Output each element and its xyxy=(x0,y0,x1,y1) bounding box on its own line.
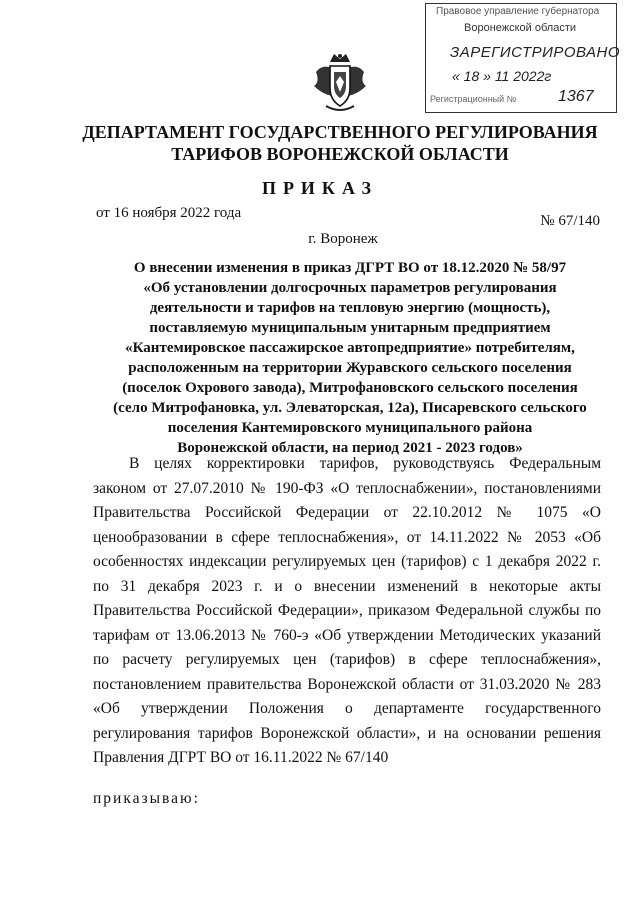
subject-line: «Кантемировское пассажирское автопредприятие» потребителям, xyxy=(125,340,575,356)
order-date: от 16 ноября 2022 года xyxy=(96,205,242,221)
order-number: № 67/140 xyxy=(540,213,600,229)
subject-line: поставляемую муниципальным унитарным предприятием xyxy=(149,320,551,336)
order-city: г. Воронеж xyxy=(308,231,378,247)
order-subject xyxy=(100,258,600,458)
registration-stamp xyxy=(425,3,621,113)
subject-line: О внесении изменения в приказ ДГРТ ВО от 18.12.2020 № 58/97 xyxy=(133,260,567,276)
stamp-registered: ЗАРЕГИСТРИРОВАНО xyxy=(450,44,621,61)
subject-line: расположенным на территории Журавского сельского поселения xyxy=(128,360,572,376)
stamp-reg-label: Регистрационный № xyxy=(430,94,517,104)
department-name-line-2: ТАРИФОВ ВОРОНЕЖСКОЙ ОБЛАСТИ xyxy=(171,144,509,164)
stamp-reg-number: 1367 xyxy=(558,88,594,105)
subject-line: поселения Кантемировского муниципального района xyxy=(167,420,533,436)
subject-line: деятельности и тарифов на тепловую энергию (мощность), xyxy=(149,300,551,316)
stamp-line-2: Воронежской области xyxy=(464,22,577,34)
department-name-line-1: ДЕПАРТАМЕНТ ГОСУДАРСТВЕННОГО РЕГУЛИРОВАНИЯ xyxy=(82,122,598,142)
subject-line: (село Митрофановка, ул. Элеваторская, 12а), Писаревского сельского xyxy=(113,400,587,416)
order-resolution-word: приказываю: xyxy=(93,790,200,807)
subject-line: (поселок Охрового завода), Митрофановского сельского поселения xyxy=(122,380,578,396)
order-title: ПРИКАЗ xyxy=(261,178,379,198)
subject-line: «Об установлении долгосрочных параметров регулирования xyxy=(143,280,557,296)
subject-line: Воронежской области, на период 2021 - 2023 годов» xyxy=(177,440,523,456)
stamp-date: « 18 » 11 2022г xyxy=(452,68,552,84)
coat-of-arms-icon xyxy=(312,52,368,114)
stamp-line-1: Правовое управление губернатора xyxy=(436,6,600,17)
body-paragraph: В целях корректировки тарифов, руководствуясь Федеральным законом от 27.07.2010 № 190-ФЗ «О теплоснабжении», постановлениями Правительства Российской Федерации от 22.10.2012 № 1075 «О ценообразовании в сфере теплоснабжения», от 14.11.2022 № 2053 «Об особенностях индексации регулируемых цен (тарифов) с 1 декабря 2022 г. по 31 декабря 2023 г. и о внесении изменений в некоторые акты Правительства Российской Федерации», приказом Федеральной службы по тарифам от 13.06.2013 № 760-э «Об утверждении Методических указаний по расчету регулируемых цен (тарифов) в сфере теплоснабжения», постановлением правительства Воронежской области от 31.03.2020 № 283 «Об утверждении Положения о департаменте государственного регулирования тарифов Воронежской области», и на основании решения Правления ДГРТ ВО от 16.11.2022 № 67/140 xyxy=(93,455,601,766)
